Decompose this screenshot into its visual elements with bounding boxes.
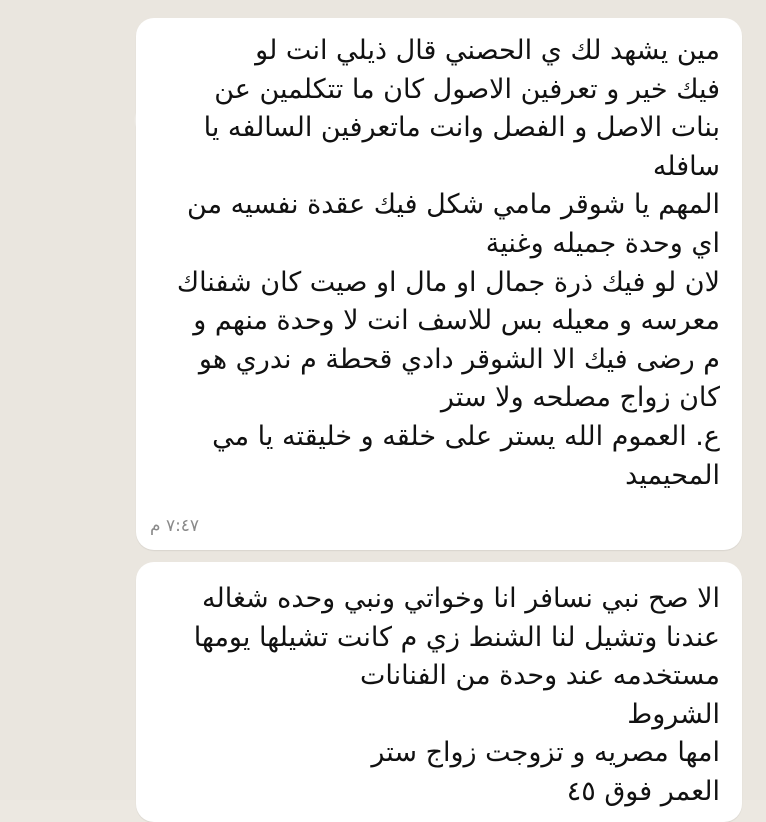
message-line: العمر فوق ٤٥ [566, 775, 720, 807]
message-line: بنات الاصل و الفصل وانت ماتعرفين السالفه يا [203, 112, 720, 144]
message-line: ع. العموم الله يستر على خلقه و خليقته يا مي [212, 420, 720, 452]
message-line: م رضى فيك الا الشوقر دادي قحطة م ندري هو [198, 343, 720, 375]
message-line: امها مصريه و تزوجت زواج ستر [371, 737, 720, 769]
message-line: مين يشهد لك ي الحصني قال ذيلي انت لو [255, 35, 720, 66]
message-line: مستخدمه عند وحدة من الفنانات [360, 660, 720, 692]
message-line: الشروط [627, 698, 720, 730]
message-line: معرسه و معيله بس للاسف انت لا وحدة منهم و [193, 305, 720, 337]
message-bubble[interactable] [136, 562, 742, 822]
message-bubble[interactable] [136, 18, 742, 550]
message-line: المهم يا شوقر مامي شكل فيك عقدة نفسيه من [187, 189, 720, 221]
message-timestamp: ٧:٤٧ م [150, 516, 200, 536]
message-line: سافله [652, 150, 720, 182]
message-line: الا صح نبي نسافر انا وخواتي ونبي وحده شغاله [202, 583, 720, 614]
message-line: المحيميد [625, 459, 720, 491]
message-text [156, 580, 720, 812]
message-line: اي وحدة جميله وغنية [485, 227, 720, 259]
message-line: فيك خير و تعرفين الاصول كان ما تتكلمين عن [214, 73, 720, 105]
message-line: لان لو فيك ذرة جمال او مال او صيت كان شفناك [176, 266, 720, 298]
message-text [156, 32, 720, 495]
message-line: عندنا وتشيل لنا الشنط زي م كانت تشيلها يومها [193, 621, 720, 653]
message-line: كان زواج مصلحه ولا ستر [440, 382, 720, 414]
